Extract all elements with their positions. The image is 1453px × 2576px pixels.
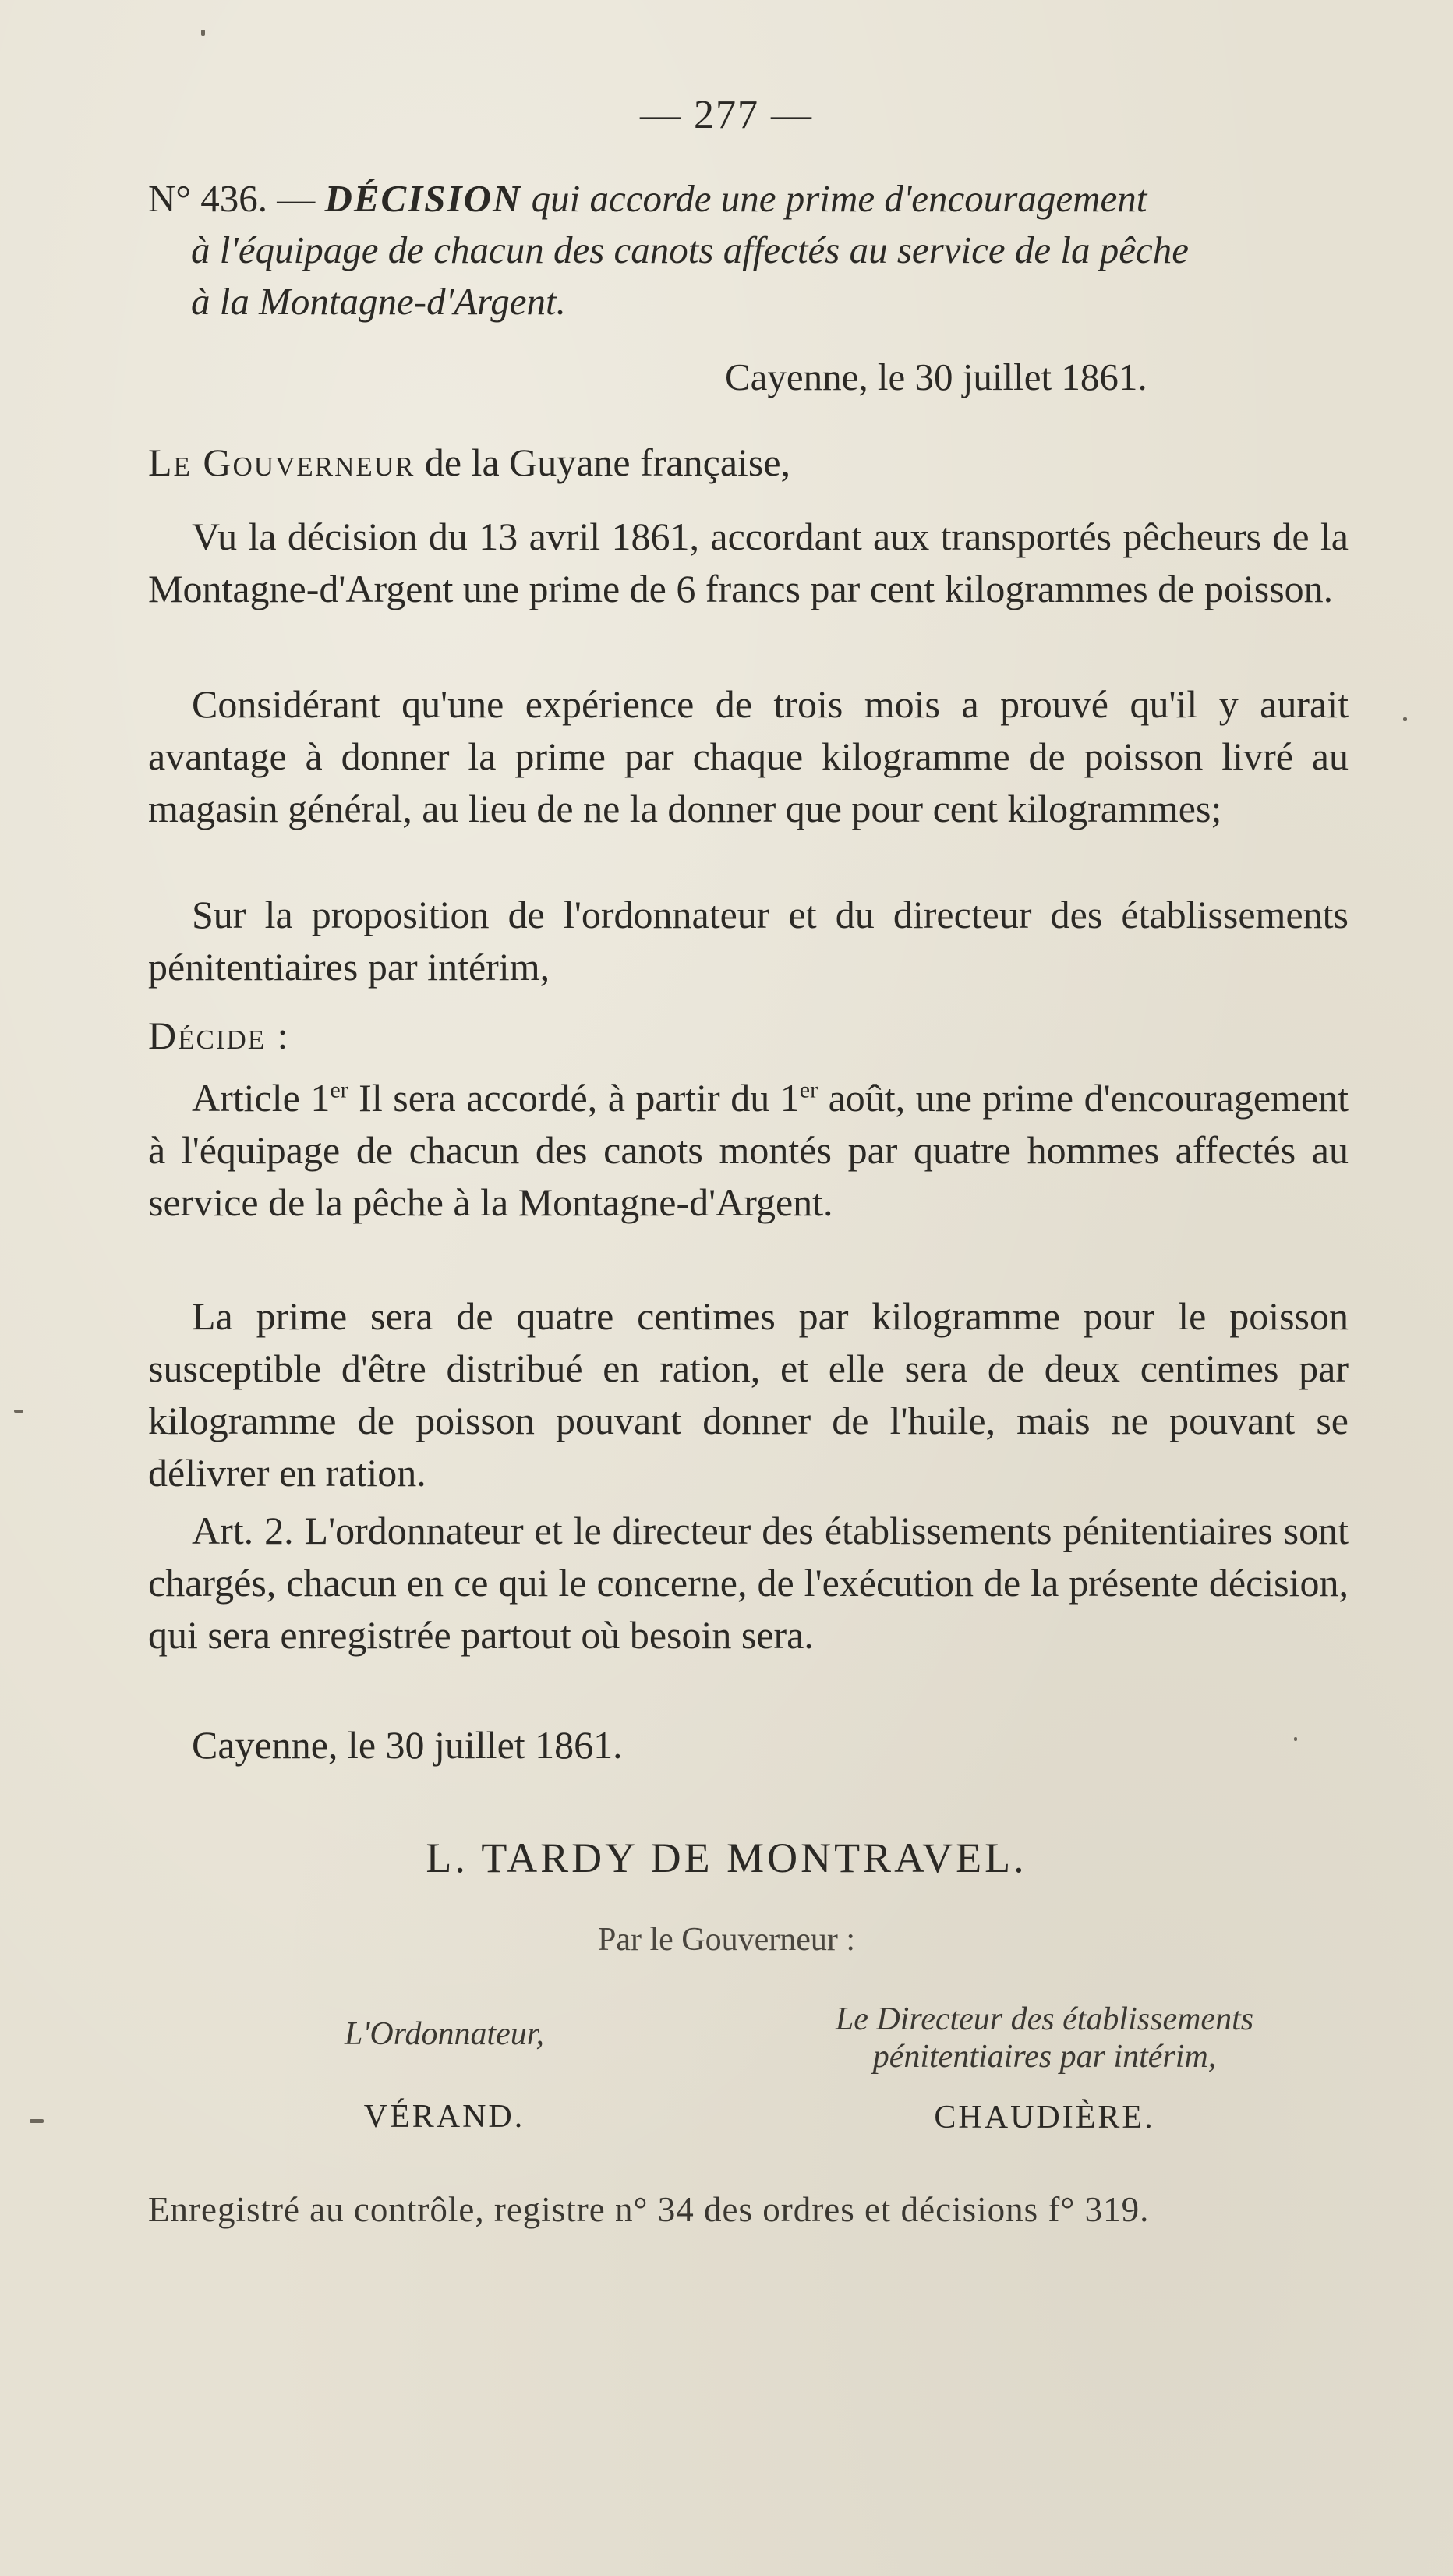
ordonnateur-name: VÉRAND. bbox=[363, 2099, 525, 2135]
decide-label bbox=[148, 1010, 1349, 1062]
decision-subtitle-line3: à la Montagne-d'Argent. bbox=[191, 280, 566, 323]
article-1-sup2: er bbox=[799, 1077, 818, 1103]
directeur-name: CHAUDIÈRE. bbox=[934, 2100, 1155, 2135]
article-1-prefix: Article 1 bbox=[192, 1076, 331, 1120]
ink-speck bbox=[30, 2119, 44, 2123]
paragraph-proposition-text: Sur la proposition de l'ordonnateur et du directeur des établissements pénitentiaires par intérim, bbox=[148, 893, 1349, 989]
article-2-text: Art. 2. L'ordonnateur et le directeur des établissements pénitentiaires sont chargés, chacun en ce qui le concerne, de l'exécution de la présente décision, qui sera enregistrée partout où besoin sera. bbox=[148, 1509, 1349, 1657]
place-date: Cayenne, le 30 juillet 1861. bbox=[725, 356, 1147, 398]
paragraph-considerant bbox=[148, 678, 1349, 835]
closing-date bbox=[148, 1719, 1349, 1771]
ordonnateur-role: L'Ordonnateur, bbox=[345, 2016, 544, 2052]
paragraph-prime-text: La prime sera de quatre centimes par kilogramme pour le poisson susceptible d'être distribué en ration, et elle sera de deux centimes par kilogramme de poisson pouvant donner de l'huile, mais ne pouvant se délivrer en ration. bbox=[148, 1294, 1349, 1495]
decision-title: DÉCISION bbox=[324, 177, 522, 220]
paragraph-vu-text: Vu la décision du 13 avril 1861, accordant aux transportés pêcheurs de la Montagne-d'Argent une prime de 6 francs par cent kilogrammes de poisson. bbox=[148, 515, 1349, 610]
article-2 bbox=[148, 1505, 1349, 1661]
directeur-role-line1: Le Directeur des établissements bbox=[835, 2001, 1254, 2037]
directeur-block bbox=[748, 2001, 1341, 2136]
article-1-mid: Il sera accordé, à partir du 1 bbox=[348, 1076, 800, 1120]
decide-text: Décide : bbox=[148, 1014, 290, 1057]
paragraph-vu bbox=[148, 511, 1349, 615]
par-le-gouverneur: Par le Gouverneur : bbox=[597, 1922, 856, 1958]
page-number: — 277 — bbox=[640, 93, 813, 137]
decision-number: N° 436. — bbox=[148, 177, 316, 220]
paragraph-considerant-text: Considérant qu'une expérience de trois mois a prouvé qu'il y aurait avantage à donner la prime par chaque kilogramme de poisson livré au magasin général, au lieu de ne la donner que pour cent kilogrammes; bbox=[148, 682, 1349, 830]
article-1-sup: er bbox=[330, 1077, 348, 1103]
ordonnateur-block bbox=[226, 2015, 663, 2135]
paragraph-proposition bbox=[148, 889, 1349, 993]
article-1-rest: août, une prime d'encouragement à l'équipage de chacun des canots montés par quatre hommes affectés au service de la pêche à la Montagne-d'Argent. bbox=[148, 1076, 1349, 1224]
paragraph-prime bbox=[148, 1290, 1349, 1499]
governor-line bbox=[148, 437, 1349, 489]
decision-subtitle-line2: à l'équipage de chacun des canots affectés au service de la pêche bbox=[191, 228, 1189, 271]
decision-subtitle-line1: qui accorde une prime d'encouragement bbox=[531, 177, 1147, 220]
article-1 bbox=[148, 1072, 1349, 1229]
decision-heading bbox=[148, 173, 1349, 327]
directeur-role-line2: pénitentiaires par intérim, bbox=[872, 2039, 1217, 2075]
registration-note: Enregistré au contrôle, registre n° 34 des ordres et décisions f° 319. bbox=[148, 2190, 1150, 2229]
governor-rest: de la Guyane française, bbox=[424, 441, 791, 484]
ink-speck bbox=[201, 30, 205, 36]
governor-signature: L. TARDY DE MONTRAVEL. bbox=[426, 1835, 1027, 1881]
governor-title: Le Gouverneur bbox=[148, 441, 415, 484]
ink-speck bbox=[14, 1410, 23, 1413]
ink-speck bbox=[1403, 717, 1407, 721]
closing-date-text: Cayenne, le 30 juillet 1861. bbox=[192, 1723, 623, 1767]
